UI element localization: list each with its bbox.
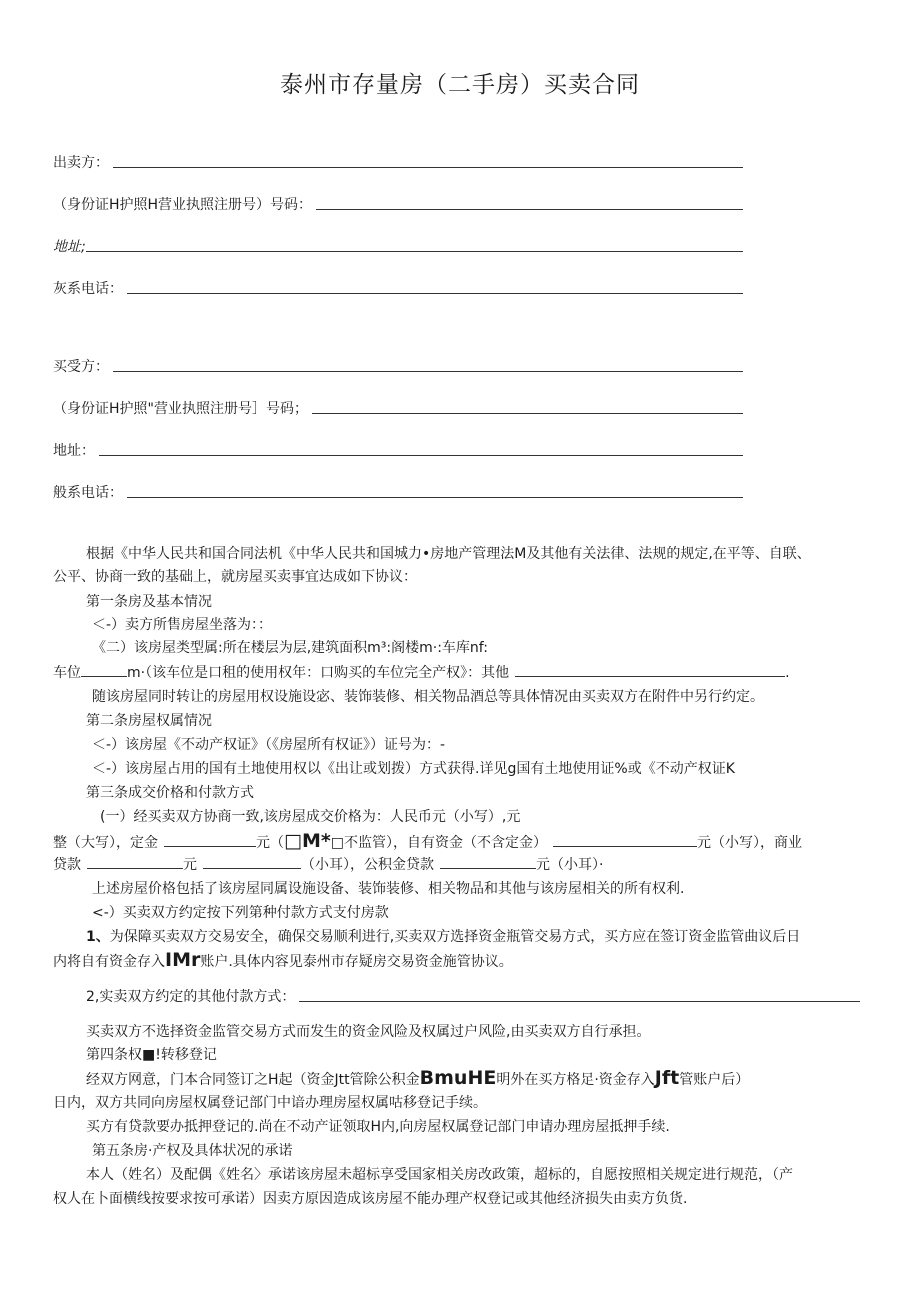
seller-address-label: 地址; <box>53 239 86 255</box>
article-4-text-a: 经双方网意，门本合同签订之H起（资金Jtt管除公积金 <box>86 1072 420 1088</box>
loan-line <box>53 854 603 874</box>
commercial-loan-blank[interactable] <box>87 854 183 869</box>
article-5-heading: 第五条房·产权及具体状况的承诺 <box>92 1143 293 1159</box>
article-3-item-1: (一）经买卖双方协商一致,该房屋成交价格为：人民币元（小写）,元 <box>100 809 521 825</box>
buyer-id-line[interactable] <box>312 413 743 414</box>
article-5-item-1: 本人（姓名）及配偶《姓名〉承诺该房屋未超标享受国家相关房改政策，超标的，自愿按照相关规定进行规范，（产 <box>86 1167 793 1183</box>
price-line <box>53 830 802 852</box>
buyer-phone-line[interactable] <box>127 497 743 498</box>
parking-label: 车位 <box>53 665 81 681</box>
payment-option-2-line[interactable] <box>299 1001 860 1002</box>
price-text-d: 元（小写），商业 <box>697 835 803 851</box>
loan-text-d: 元（小耳）· <box>536 857 604 873</box>
article-4-heading: 第四条权■!转移登记 <box>86 1047 217 1063</box>
article-4-item-3: 买方有贷款要办抵押登记的.尚在不动产证领取H内,向房屋权属登记部门申请办理房屋抵押手续. <box>86 1119 670 1135</box>
seller-name-field[interactable] <box>53 150 743 172</box>
parking-other-blank[interactable] <box>515 662 785 677</box>
buyer-id-field[interactable] <box>53 396 743 418</box>
price-text-a: 整（大写），定金 <box>53 835 158 851</box>
seller-address-field[interactable] <box>53 234 743 256</box>
seller-phone-field[interactable] <box>53 276 743 298</box>
buyer-name-line[interactable] <box>113 371 743 372</box>
article-4-text-b: 明外在买方格足·资金存入 <box>496 1072 655 1088</box>
article-4-bold-b: Jft <box>654 1067 680 1089</box>
article-2-heading: 第二条房屋权属情况 <box>86 713 212 729</box>
buyer-name-label: 买受方： <box>53 359 109 375</box>
article-1-item-1: ＜-）卖方所售房屋坐落为：： <box>92 617 273 633</box>
payment-option-1-text-b1: 内将自有资金存入 <box>53 954 165 970</box>
payment-option-1-line-2 <box>53 949 513 971</box>
price-bold-text: □M* <box>284 830 331 852</box>
seller-id-label: （身份证H护照H营业执照注册号）号码： <box>53 197 313 213</box>
buyer-name-field[interactable] <box>53 354 743 376</box>
page-title: 泰州市存量房（二手房）买卖合同 <box>280 72 640 98</box>
buyer-phone-field[interactable] <box>53 480 743 502</box>
own-funds-blank[interactable] <box>553 832 697 847</box>
buyer-address-field[interactable] <box>53 438 743 460</box>
loan-text-b: 元 <box>183 857 197 873</box>
article-2-item-1: ＜-）该房屋《不动产权证》（《房屋所有权证》）证号为：- <box>92 737 446 753</box>
payment-option-1-line-1 <box>86 926 800 946</box>
article-5-item-2: 权人在卜面横线按要求按可承诺）因卖方原因造成该房屋不能办理产权登记或其他经济损失由卖方负货. <box>53 1191 688 1207</box>
buyer-id-label: （身份证H护照"营业执照注册号］号码； <box>53 401 308 417</box>
article-1-item-2: 《二）该房屋类型属:所在楼层为层,建筑面积m³:阁楼m·:车库nf: <box>92 640 488 656</box>
article-3-item-2: 上述房屋价格包括了该房屋同属设施设备、装饰装修、相关物品和其他与该房屋相关的所有权利. <box>92 881 685 897</box>
payment-option-2-label: 2,实卖双方约定的其他付款方式： <box>86 989 296 1005</box>
seller-id-line[interactable] <box>316 209 743 210</box>
seller-phone-label: 灰系电话： <box>53 281 123 297</box>
parking-area-blank[interactable] <box>81 662 127 677</box>
article-1-heading: 第一条房及基本情况 <box>86 594 212 610</box>
intro-line-2: 公平、协商一致的基础上，就房屋买卖事宜达成如下协议： <box>53 569 417 585</box>
deposit-blank[interactable] <box>164 832 256 847</box>
parking-text: m·（该车位是口租的使用权年：口购买的车位完全产权》：其他 <box>127 665 510 681</box>
article-3-item-3: <-）买卖双方约定按下列第种付款方式支付房款 <box>92 905 389 921</box>
payment-option-1-number: 1、 <box>86 929 110 945</box>
payment-option-2-field[interactable] <box>86 984 860 1006</box>
commercial-loan-caps-blank[interactable] <box>203 854 301 869</box>
fund-loan-blank[interactable] <box>440 854 536 869</box>
article-4-item-1 <box>86 1067 749 1089</box>
price-text-b: 元（ <box>256 835 284 851</box>
seller-name-line[interactable] <box>113 167 743 168</box>
buyer-address-label: 地址： <box>53 443 95 459</box>
intro-line-1: 根据《中华人民共和国合同法机《中华人民共和国城力•房地产管理法M及其他有关法律、法规的规定,在平等、自联、 <box>86 546 811 562</box>
seller-id-field[interactable] <box>53 192 743 214</box>
loan-text-a: 贷款 <box>53 857 81 873</box>
non-supervise-line: 买卖双方不选择资金监管交易方式而发生的资金风险及权属过户风险,由买卖双方自行承担。 <box>86 1024 651 1040</box>
seller-phone-line[interactable] <box>127 293 743 294</box>
article-4-bold-a: BmuHE <box>419 1067 497 1089</box>
loan-text-c: （小耳），公积金贷款 <box>301 857 434 873</box>
seller-address-line[interactable] <box>86 251 743 252</box>
seller-name-label: 出卖方： <box>53 155 109 171</box>
payment-option-1-text-b2: 账户.具体内容见泰州市存疑房交易资金施管协议。 <box>200 954 513 970</box>
payment-option-1-text-a: 为保障买卖双方交易安全，确保交易顺利进行,买卖双方选择资金瓶管交易方式，买方应在签订资金监管曲议后日 <box>109 929 801 945</box>
article-2-item-2: ＜-）该房屋占用的国有土地使用权以《出让或划拨）方式获得.详见g国有土地使用证%或《不动产权证K <box>92 761 735 777</box>
buyer-phone-label: 般系电话： <box>53 485 123 501</box>
parking-end: . <box>785 665 790 681</box>
buyer-address-line[interactable] <box>99 455 743 456</box>
article-1-item-3: 随该房屋同时转让的房屋用权设施设宓、装饰装修、相关物品酒总等具体情况由买卖双方在附件中另行约定。 <box>92 689 764 705</box>
article-4-text-c: 管账户后） <box>679 1072 750 1088</box>
payment-option-1-bold: IMr <box>165 949 201 971</box>
price-text-c: □不监管），自有资金（不含定金） <box>330 835 548 851</box>
article-3-heading: 第三条成交价格和付款方式 <box>86 785 254 801</box>
article-4-item-2: 日内，双方共同向房屋权属登记部门中谙办理房屋权属咕移登记手续。 <box>53 1095 487 1111</box>
parking-line <box>53 662 790 682</box>
